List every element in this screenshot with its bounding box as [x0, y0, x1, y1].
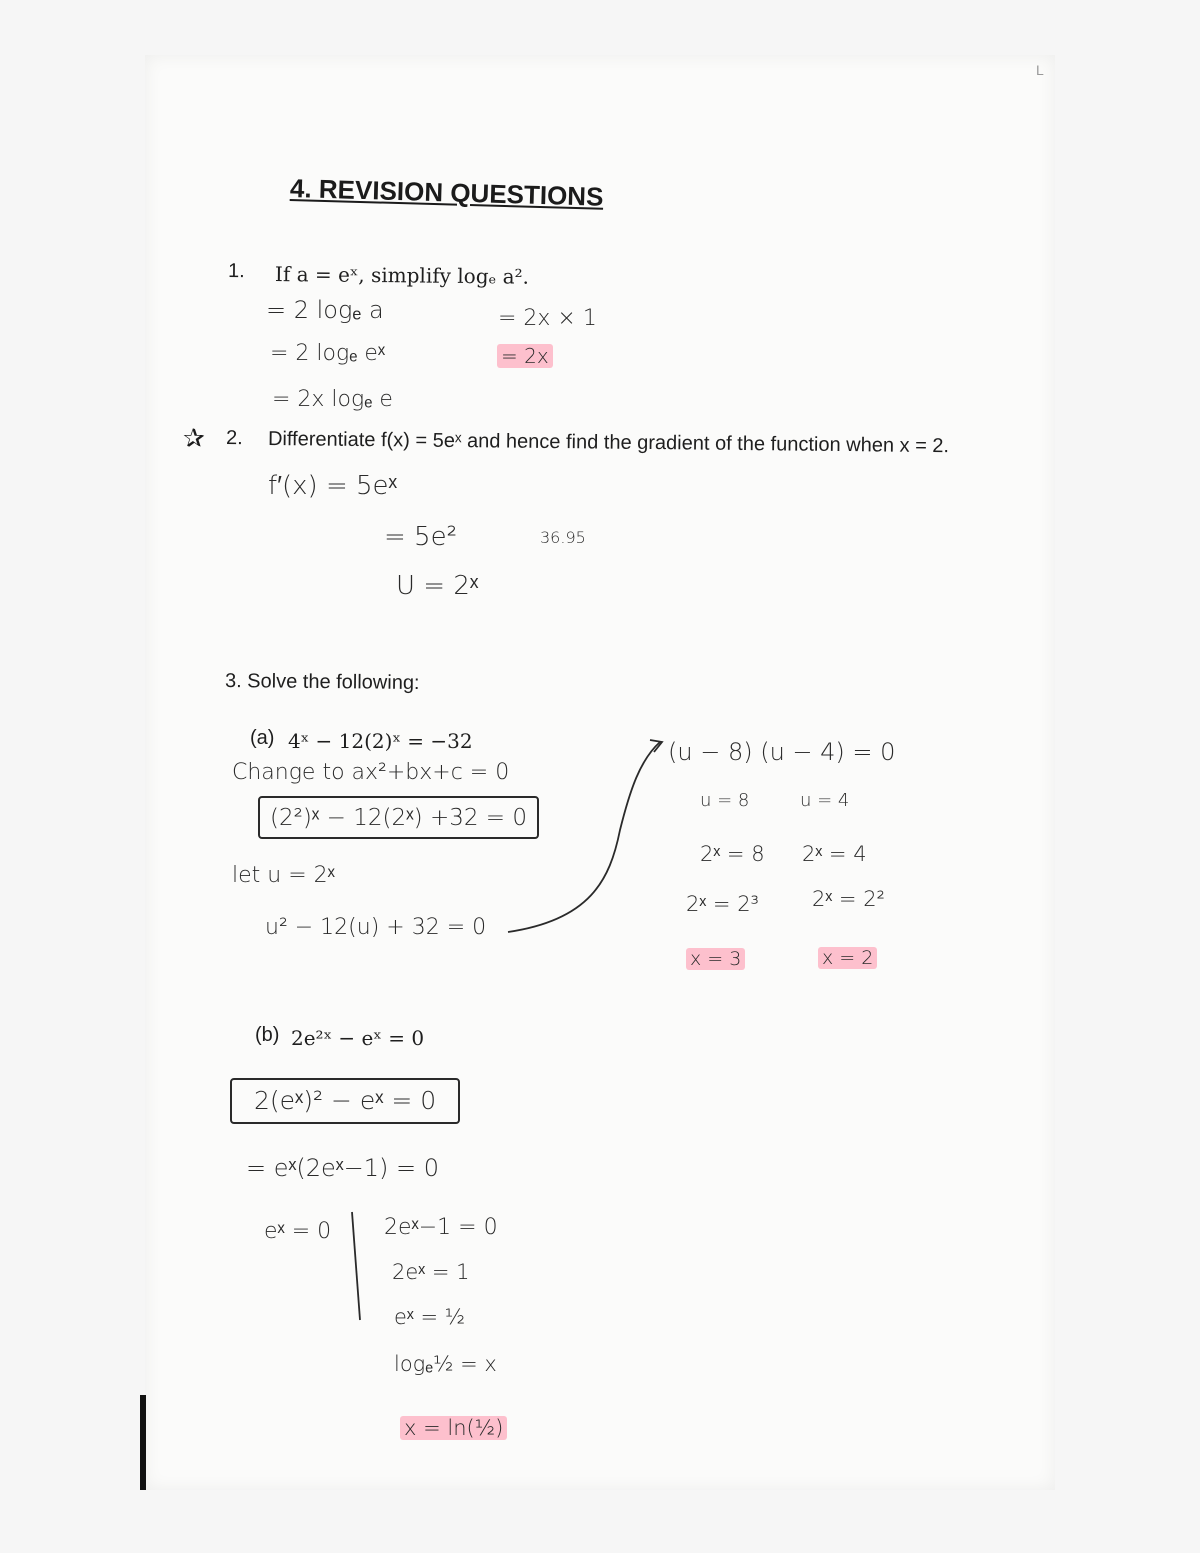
- q2-step-3: U = 2ˣ: [396, 571, 479, 601]
- q3b-step-2: 2eˣ = 1: [392, 1260, 470, 1284]
- q2-number: 2.: [225, 427, 243, 450]
- q1-step-1: = 2 logₑ a: [266, 296, 384, 324]
- q3a-let: let u = 2ˣ: [232, 863, 335, 888]
- q3a-right-2: 2ˣ = 4: [802, 842, 867, 866]
- q3a-boxed-step: (2²)ˣ − 12(2ˣ) +32 = 0: [258, 796, 539, 839]
- q3a-quadratic: u² − 12(u) + 32 = 0: [265, 915, 487, 940]
- q3b-case-1: eˣ = 0: [264, 1219, 332, 1244]
- q1-step-2: = 2 logₑ eˣ: [270, 341, 386, 366]
- q3b-factorised: = eˣ(2eˣ−1) = 0: [246, 1154, 440, 1182]
- q2-step-1: f′(x) = 5eˣ: [268, 471, 398, 501]
- q1-number: 1.: [227, 260, 245, 283]
- q3b-boxed-step: 2(eˣ)² − eˣ = 0: [230, 1078, 460, 1124]
- q3a-right-1: u = 4: [800, 790, 850, 811]
- q3a-equation: 4ˣ − 12(2)ˣ = −32: [288, 729, 473, 753]
- q3b-case-2: 2eˣ−1 = 0: [384, 1215, 498, 1240]
- q3b-step-4: logₑ½ = x: [394, 1352, 497, 1376]
- q3a-step-1: Change to ax²+bx+c = 0: [232, 760, 510, 785]
- q2-value: 36.95: [540, 528, 586, 547]
- q3b-label: (b): [255, 1024, 280, 1046]
- q1-text: If a = eˣ, simplify logₑ a².: [274, 262, 530, 289]
- q3a-left-1: u = 8: [700, 790, 750, 811]
- q2-step-2: = 5e²: [384, 522, 458, 552]
- q3a-answer-2: x = 2: [818, 947, 877, 969]
- q1-answer: = 2x: [497, 344, 553, 368]
- q3a-factorised: (u − 8) (u − 4) = 0: [668, 738, 896, 766]
- page-mark: L: [1036, 62, 1044, 78]
- page-title: 4. REVISION QUESTIONS: [289, 173, 604, 212]
- q3b-equation: 2e²ˣ − eˣ = 0: [291, 1026, 425, 1050]
- q3a-right-3: 2ˣ = 2²: [812, 887, 885, 911]
- q3a-left-3: 2ˣ = 2³: [686, 892, 759, 916]
- q3-heading: 3. Solve the following:: [224, 670, 420, 695]
- q3b-step-3: eˣ = ½: [394, 1305, 466, 1329]
- q3b-answer: x = ln(½): [400, 1416, 507, 1440]
- q2-text: Differentiate f(x) = 5eˣ and hence find the gradient of the function when x = 2.: [267, 428, 950, 458]
- q3a-answer-1: x = 3: [686, 948, 745, 970]
- q3a-left-2: 2ˣ = 8: [700, 842, 765, 866]
- q1-step-4: = 2x × 1: [498, 306, 597, 331]
- case-divider: [352, 1212, 360, 1320]
- star-icon: ✰: [183, 424, 205, 454]
- arrow-curve: [508, 742, 660, 932]
- q3a-label: (a): [250, 727, 275, 749]
- q1-step-3: = 2x logₑ e: [272, 387, 393, 412]
